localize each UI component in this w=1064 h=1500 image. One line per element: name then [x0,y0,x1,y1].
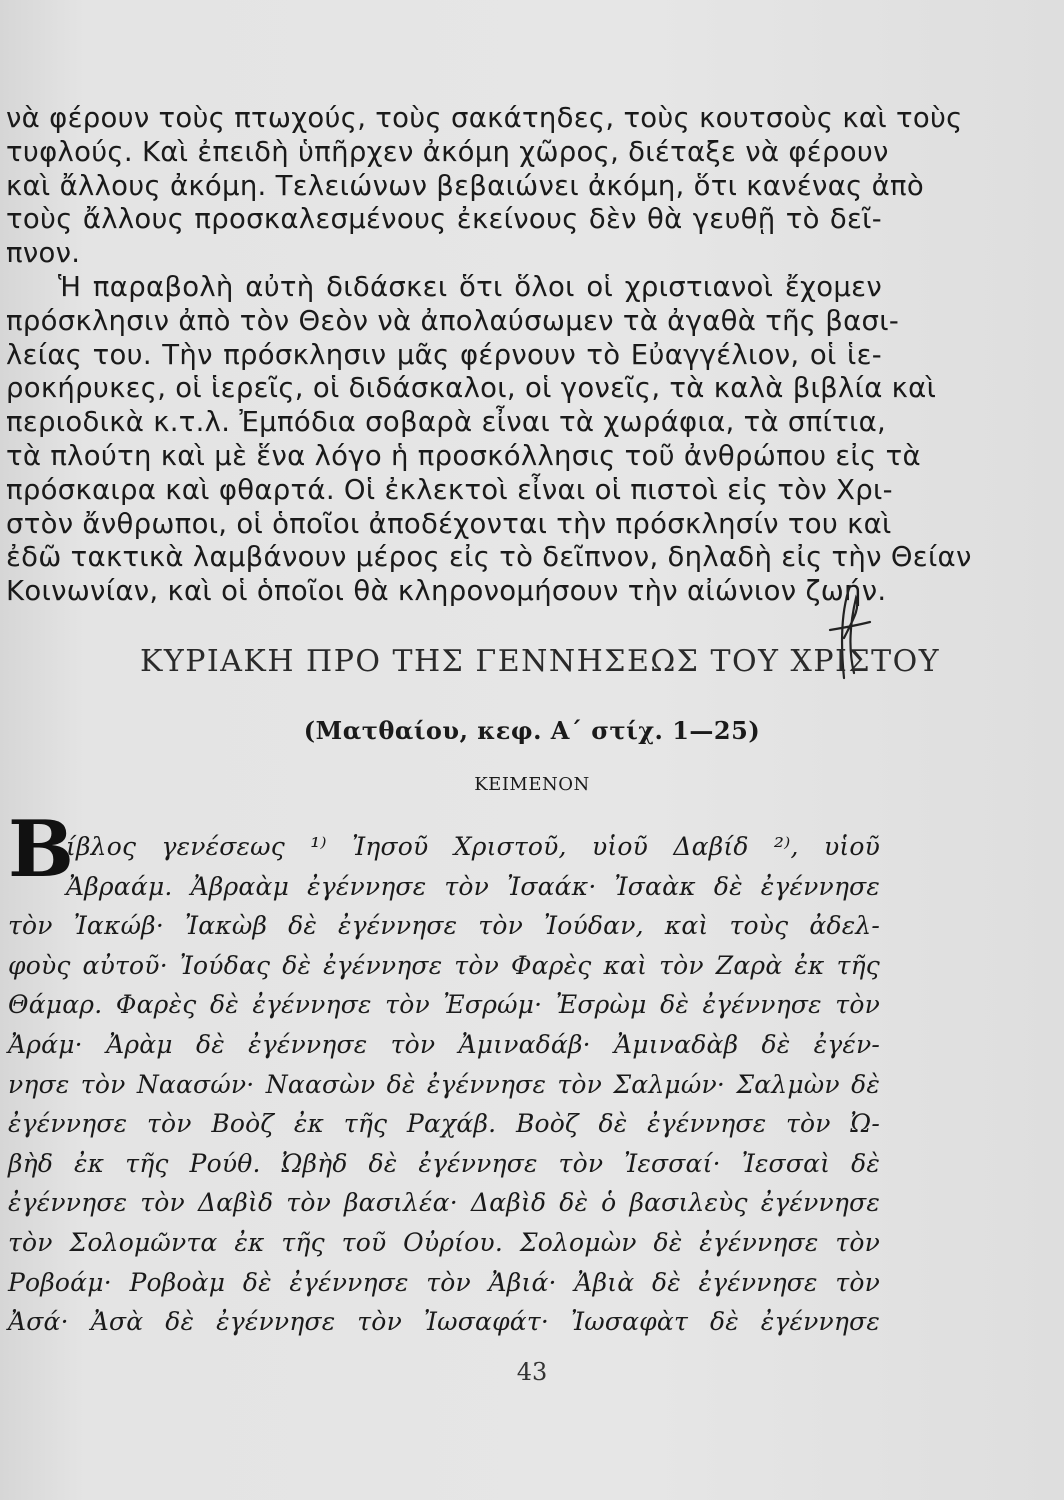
page-number: 43 [516,1358,548,1386]
text-line: τυφλούς. Καὶ ἐπειδὴ ὑπῆρχεν ἀκόμη χῶρος, διέταξε νὰ φέρουν [6,135,889,168]
text-line: καὶ ἄλλους ἀκόμη. Τελειώνων βεβαιώνει ἀκόμη, ὅτι κανένας ἀπὸ [6,169,925,202]
gospel-line: βὴδ ἐκ τῆς Ρούθ. Ὠβὴδ δὲ ἐγέννησε τὸν Ἰεσσαί· Ἰεσσαὶ δὲ [8,1148,880,1178]
text-line: τὰ πλούτη καὶ μὲ ἕνα λόγο ἡ προσκόλλησις τοῦ ἀνθρώπου εἰς τὰ [6,439,921,472]
gospel-line: ίβλος γενέσεως ¹⁾ Ἰησοῦ Χριστοῦ, υἱοῦ Δαβίδ ²⁾, υἱοῦ [66,832,880,861]
text-line: λείας του. Τὴν πρόσκλησιν μᾶς φέρνουν τὸ Εὐαγγέλιον, οἱ ἱε- [6,338,882,371]
text-line: πρόσκαιρα καὶ φθαρτά. Οἱ ἐκλεκτοὶ εἶναι οἱ πιστοὶ εἰς τὸν Χρι- [6,473,893,506]
text-line: τοὺς ἄλλους προσκαλεσμένους ἐκείνους δὲν θὰ γευθῇ τὸ δεῖ- [6,203,882,236]
gospel-line: ἐγέννησε τὸν Βοὸζ ἐκ τῆς Ραχάβ. Βοὸζ δὲ ἐγέννησε τὸν Ὠ- [8,1109,880,1139]
text-line: νὰ φέρουν τοὺς πτωχούς, τοὺς σακάτηδες, τοὺς κουτσοὺς καὶ τοὺς [6,102,963,134]
scripture-reference: (Ματθαίου, κεφ. Α΄ στίχ. 1—25) [303,716,761,745]
upper-paragraphs [6,102,972,609]
gospel-line: νησε τὸν Ναασών· Ναασὼν δὲ ἐγέννησε τὸν Σαλμών· Σαλμὼν δὲ [8,1069,880,1099]
text-line: στὸν ἄνθρωποι, οἱ ὁποῖοι ἀποδέχονται τὴν πρόσκλησίν του καὶ [6,507,892,540]
gospel-line: Ροβοάμ· Ροβοὰμ δὲ ἐγέννησε τὸν Ἀβιά· Ἀβιὰ δὲ ἐγέννησε τὸν [8,1267,880,1297]
text-line: ἐδῶ τακτικὰ λαμβάνουν μέρος εἰς τὸ δεῖπνον, δηλαδὴ εἰς τὴν Θείαν [6,541,972,574]
gospel-text [8,827,880,1342]
gospel-line: τὸν Σολομῶντα ἐκ τῆς τοῦ Οὐρίου. Σολομὼν δὲ ἐγέννησε τὸν [8,1227,880,1257]
text-line: Κοινωνίαν, καὶ οἱ ὁποῖοι θὰ κληρονομήσουν τὴν αἰώνιον ζωήν. [6,575,887,608]
section-heading: ΚΥΡΙΑΚΗ ΠΡΟ ΤΗΣ ΓΕΝΝΗΣΕΩΣ ΤΟΥ ΧΡΙΣΤΟΥ [140,644,940,679]
gospel-line: Θάμαρ. Φαρὲς δὲ ἐγέννησε τὸν Ἐσρώμ· Ἐσρὼμ δὲ ἐγέννησε τὸν [8,990,880,1020]
text-line: περιοδικὰ κ.τ.λ. Ἐμπόδια σοβαρὰ εἶναι τὰ χωράφια, τὰ σπίτια, [6,406,887,439]
gospel-line: ἐγέννησε τὸν Δαβὶδ τὸν βασιλέα· Δαβὶδ δὲ ὁ βασιλεὺς ἐγέννησε [8,1188,880,1218]
text-line: πρόσκλησιν ἀπὸ τὸν Θεὸν νὰ ἀπολαύσωμεν τὰ ἀγαθὰ τῆς βασι- [6,304,900,337]
text-line: πνον. [6,237,81,270]
text-line: Ἡ παραβολὴ αὐτὴ διδάσκει ὅτι ὅλοι οἱ χριστιανοὶ ἔχομεν [58,270,882,303]
text-label: ΚΕΙΜΕΝΟΝ [474,774,590,795]
drop-cap: Β [8,804,74,895]
gospel-line: Ἀράμ· Ἀρὰμ δὲ ἐγέννησε τὸν Ἀμιναδάβ· Ἀμιναδὰβ δὲ ἐγέν- [8,1029,880,1059]
gospel-line: φοὺς αὐτοῦ· Ἰούδας δὲ ἐγέννησε τὸν Φαρὲς καὶ τὸν Ζαρὰ ἐκ τῆς [8,950,880,980]
gospel-line: Ἀσά· Ἀσὰ δὲ ἐγέννησε τὸν Ἰωσαφάτ· Ἰωσαφὰτ δὲ ἐγέννησε [8,1307,880,1337]
gospel-line: Ἀβραάμ. Ἀβραὰμ ἐγέννησε τὸν Ἰσαάκ· Ἰσαὰκ δὲ ἐγέννησε [66,871,880,901]
text-line: ροκήρυκες, οἱ ἱερεῖς, οἱ διδάσκαλοι, οἱ γονεῖς, τὰ καλὰ βιβλία καὶ [6,372,937,405]
gospel-line: τὸν Ἰακώβ· Ἰακὼβ δὲ ἐγέννησε τὸν Ἰούδαν, καὶ τοὺς ἀδελ- [8,911,880,941]
